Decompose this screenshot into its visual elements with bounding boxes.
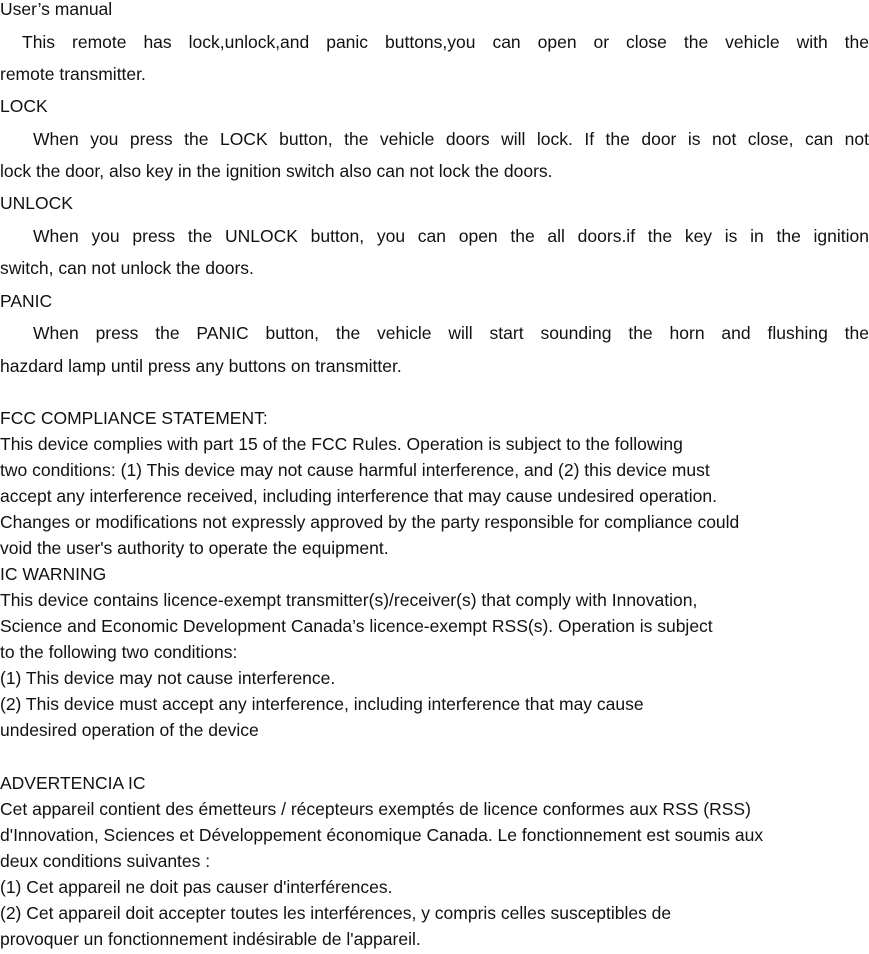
manual-intro-line-2: remote transmitter. xyxy=(0,64,146,84)
advertencia-line: Cet appareil contient des émetteurs / récepteurs exemptés de licence conformes aux RSS (RSS) xyxy=(0,799,751,819)
ic-line: This device contains licence-exempt transmitter(s)/receiver(s) that comply with Innovation, xyxy=(0,590,698,610)
lock-line-1: When you press the LOCK button, the vehicle doors will lock. If the door is not close, can not xyxy=(33,129,869,149)
fcc-line: two conditions: (1) This device may not cause harmful interference, and (2) this device must xyxy=(0,460,710,480)
panic-line-2: hazdard lamp until press any buttons on transmitter. xyxy=(0,356,402,376)
advertencia-line: (1) Cet appareil ne doit pas causer d'interférences. xyxy=(0,877,393,897)
manual-intro-line-1: This remote has lock,unlock,and panic buttons,you can open or close the vehicle with the xyxy=(22,32,869,52)
panic-heading: PANIC xyxy=(0,291,53,311)
ic-line: Science and Economic Development Canada’s licence-exempt RSS(s). Operation is subject xyxy=(0,616,713,636)
fcc-line: accept any interference received, including interference that may cause undesired operation. xyxy=(0,486,717,506)
advertencia-line: (2) Cet appareil doit accepter toutes les interférences, y compris celles susceptibles de xyxy=(0,903,672,923)
lock-line-2: lock the door, also key in the ignition switch also can not lock the doors. xyxy=(0,161,553,181)
advertencia-line: d'Innovation, Sciences et Développement économique Canada. Le fonctionnement est soumis aux xyxy=(0,825,764,845)
unlock-line-1: When you press the UNLOCK button, you can open the all doors.if the key is in the ignition xyxy=(33,226,869,246)
unlock-heading: UNLOCK xyxy=(0,193,73,213)
advertencia-line: deux conditions suivantes : xyxy=(0,851,211,871)
manual-title: User’s manual xyxy=(0,0,113,19)
ic-heading: IC WARNING xyxy=(0,564,107,584)
advertencia-line: provoquer un fonctionnement indésirable de l'appareil. xyxy=(0,929,421,949)
advertencia-heading: ADVERTENCIA IC xyxy=(0,773,146,793)
fcc-line: Changes or modifications not expressly approved by the party responsible for compliance could xyxy=(0,512,740,532)
fcc-line: This device complies with part 15 of the FCC Rules. Operation is subject to the following xyxy=(0,434,683,454)
ic-line: (1) This device may not cause interference. xyxy=(0,668,336,688)
ic-line: to the following two conditions: xyxy=(0,642,238,662)
unlock-line-2: switch, can not unlock the doors. xyxy=(0,258,254,278)
fcc-line: void the user's authority to operate the equipment. xyxy=(0,538,389,558)
panic-line-1: When press the PANIC button, the vehicle will start sounding the horn and flushing the xyxy=(33,323,869,343)
ic-line: undesired operation of the device xyxy=(0,720,259,740)
ic-line: (2) This device must accept any interference, including interference that may cause xyxy=(0,694,644,714)
fcc-heading: FCC COMPLIANCE STATEMENT: xyxy=(0,408,268,428)
lock-heading: LOCK xyxy=(0,96,48,116)
